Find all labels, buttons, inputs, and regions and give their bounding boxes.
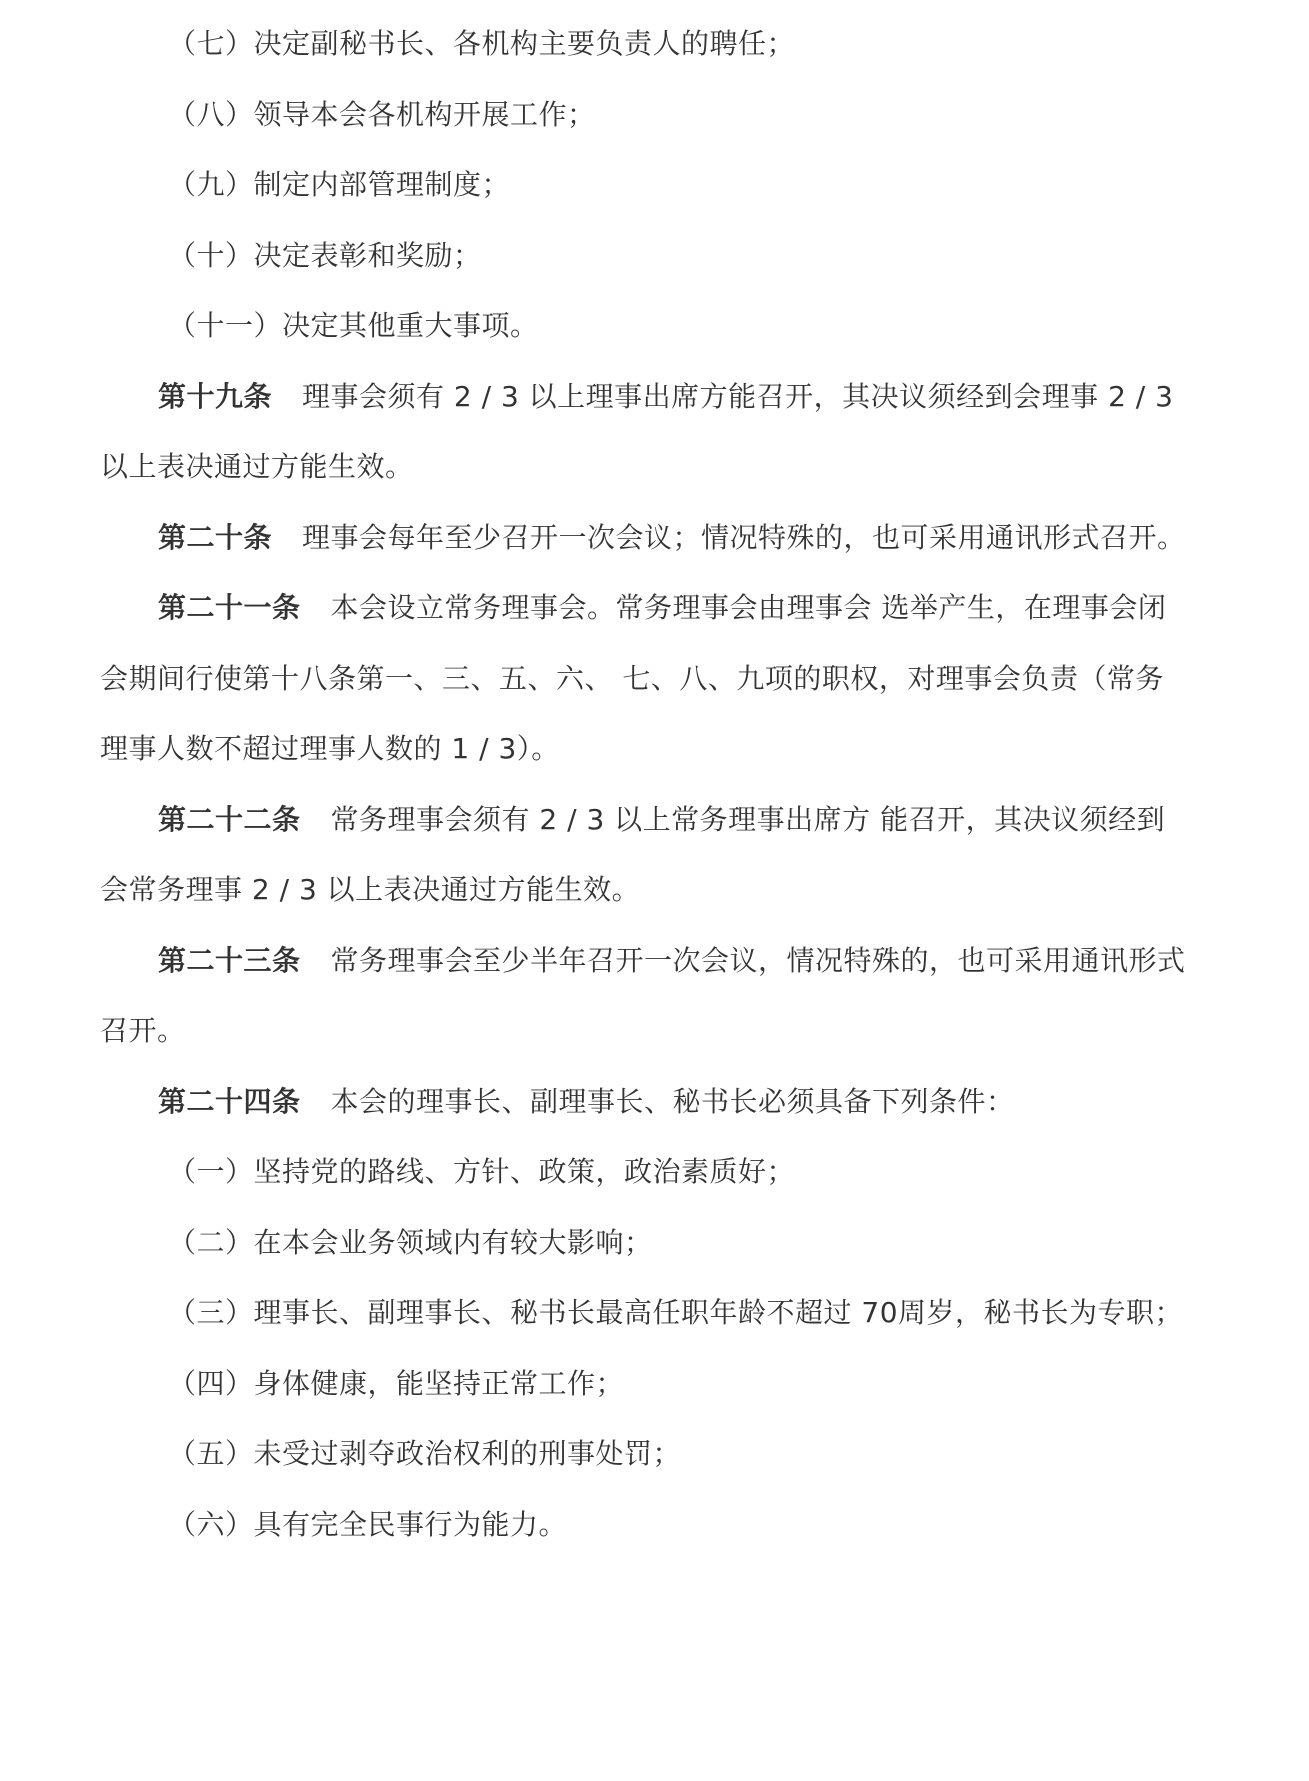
article-19-continued xyxy=(0,447,1309,487)
article-23-continued xyxy=(0,1011,1309,1051)
clause-text: （一）坚持党的路线、方针、政策，政治素质好； xyxy=(168,1155,796,1188)
clause-text: （十）决定表彰和奖励； xyxy=(168,239,482,272)
condition-item-1 xyxy=(0,1152,1309,1192)
article-text: 召开。 xyxy=(100,1014,186,1047)
article-22-continued xyxy=(0,870,1309,910)
article-title: 第二十三条 xyxy=(158,944,301,977)
article-title: 第二十条 xyxy=(158,521,273,554)
condition-item-6 xyxy=(0,1505,1309,1545)
clause-item-10 xyxy=(0,236,1309,276)
article-text: 理事会每年至少召开一次会议；情况特殊的，也可采用通讯形式召开。 xyxy=(302,521,1186,554)
article-21 xyxy=(0,588,1309,628)
clause-item-8 xyxy=(0,95,1309,135)
article-text: 理事人数不超过理事人数的 1 / 3）。 xyxy=(100,732,560,765)
clause-text: （四）身体健康，能坚持正常工作； xyxy=(168,1367,625,1400)
article-20 xyxy=(0,518,1309,558)
article-text: 会常务理事 2 / 3 以上表决通过方能生效。 xyxy=(100,873,641,906)
clause-text: （七）决定副秘书长、各机构主要负责人的聘任； xyxy=(168,27,796,60)
clause-text: （三）理事长、副理事长、秘书长最高任职年龄不超过 70周岁，秘书长为专职； xyxy=(168,1296,1184,1329)
article-title: 第二十四条 xyxy=(158,1085,301,1118)
condition-item-5 xyxy=(0,1434,1309,1474)
clause-text: （二）在本会业务领域内有较大影响； xyxy=(168,1226,653,1259)
article-21-continued xyxy=(0,729,1309,769)
article-text: 理事会须有 2 / 3 以上理事出席方能召开，其决议须经到会理事 2 / 3 xyxy=(302,380,1174,413)
article-text: 常务理事会至少半年召开一次会议，情况特殊的，也可采用通讯形式 xyxy=(330,944,1186,977)
article-title: 第二十二条 xyxy=(158,803,301,836)
clause-text: （八）领导本会各机构开展工作； xyxy=(168,98,596,131)
clause-text: （十一）决定其他重大事项。 xyxy=(168,309,539,342)
article-text: 会期间行使第十八条第一、三、五、六、 七、八、九项的职权，对理事会负责（常务 xyxy=(100,662,1164,695)
article-21-continued xyxy=(0,659,1309,699)
article-text: 以上表决通过方能生效。 xyxy=(100,450,414,483)
clause-text: （五）未受过剥夺政治权利的刑事处罚； xyxy=(168,1437,682,1470)
article-title: 第十九条 xyxy=(158,380,273,413)
clause-item-7 xyxy=(0,24,1309,64)
article-22 xyxy=(0,800,1309,840)
clause-item-11 xyxy=(0,306,1309,346)
article-text: 本会的理事长、副理事长、秘书长必须具备下列条件： xyxy=(330,1085,1015,1118)
article-23 xyxy=(0,941,1309,981)
article-19 xyxy=(0,377,1309,417)
condition-item-4 xyxy=(0,1364,1309,1404)
clause-text: （九）制定内部管理制度； xyxy=(168,168,511,201)
article-title: 第二十一条 xyxy=(158,591,301,624)
article-text: 本会设立常务理事会。常务理事会由理事会 选举产生，在理事会闭 xyxy=(330,591,1167,624)
clause-item-9 xyxy=(0,165,1309,205)
condition-item-2 xyxy=(0,1223,1309,1263)
condition-item-3 xyxy=(0,1293,1309,1333)
article-text: 常务理事会须有 2 / 3 以上常务理事出席方 能召开，其决议须经到 xyxy=(330,803,1166,836)
clause-text: （六）具有完全民事行为能力。 xyxy=(168,1508,568,1541)
article-24 xyxy=(0,1082,1309,1122)
